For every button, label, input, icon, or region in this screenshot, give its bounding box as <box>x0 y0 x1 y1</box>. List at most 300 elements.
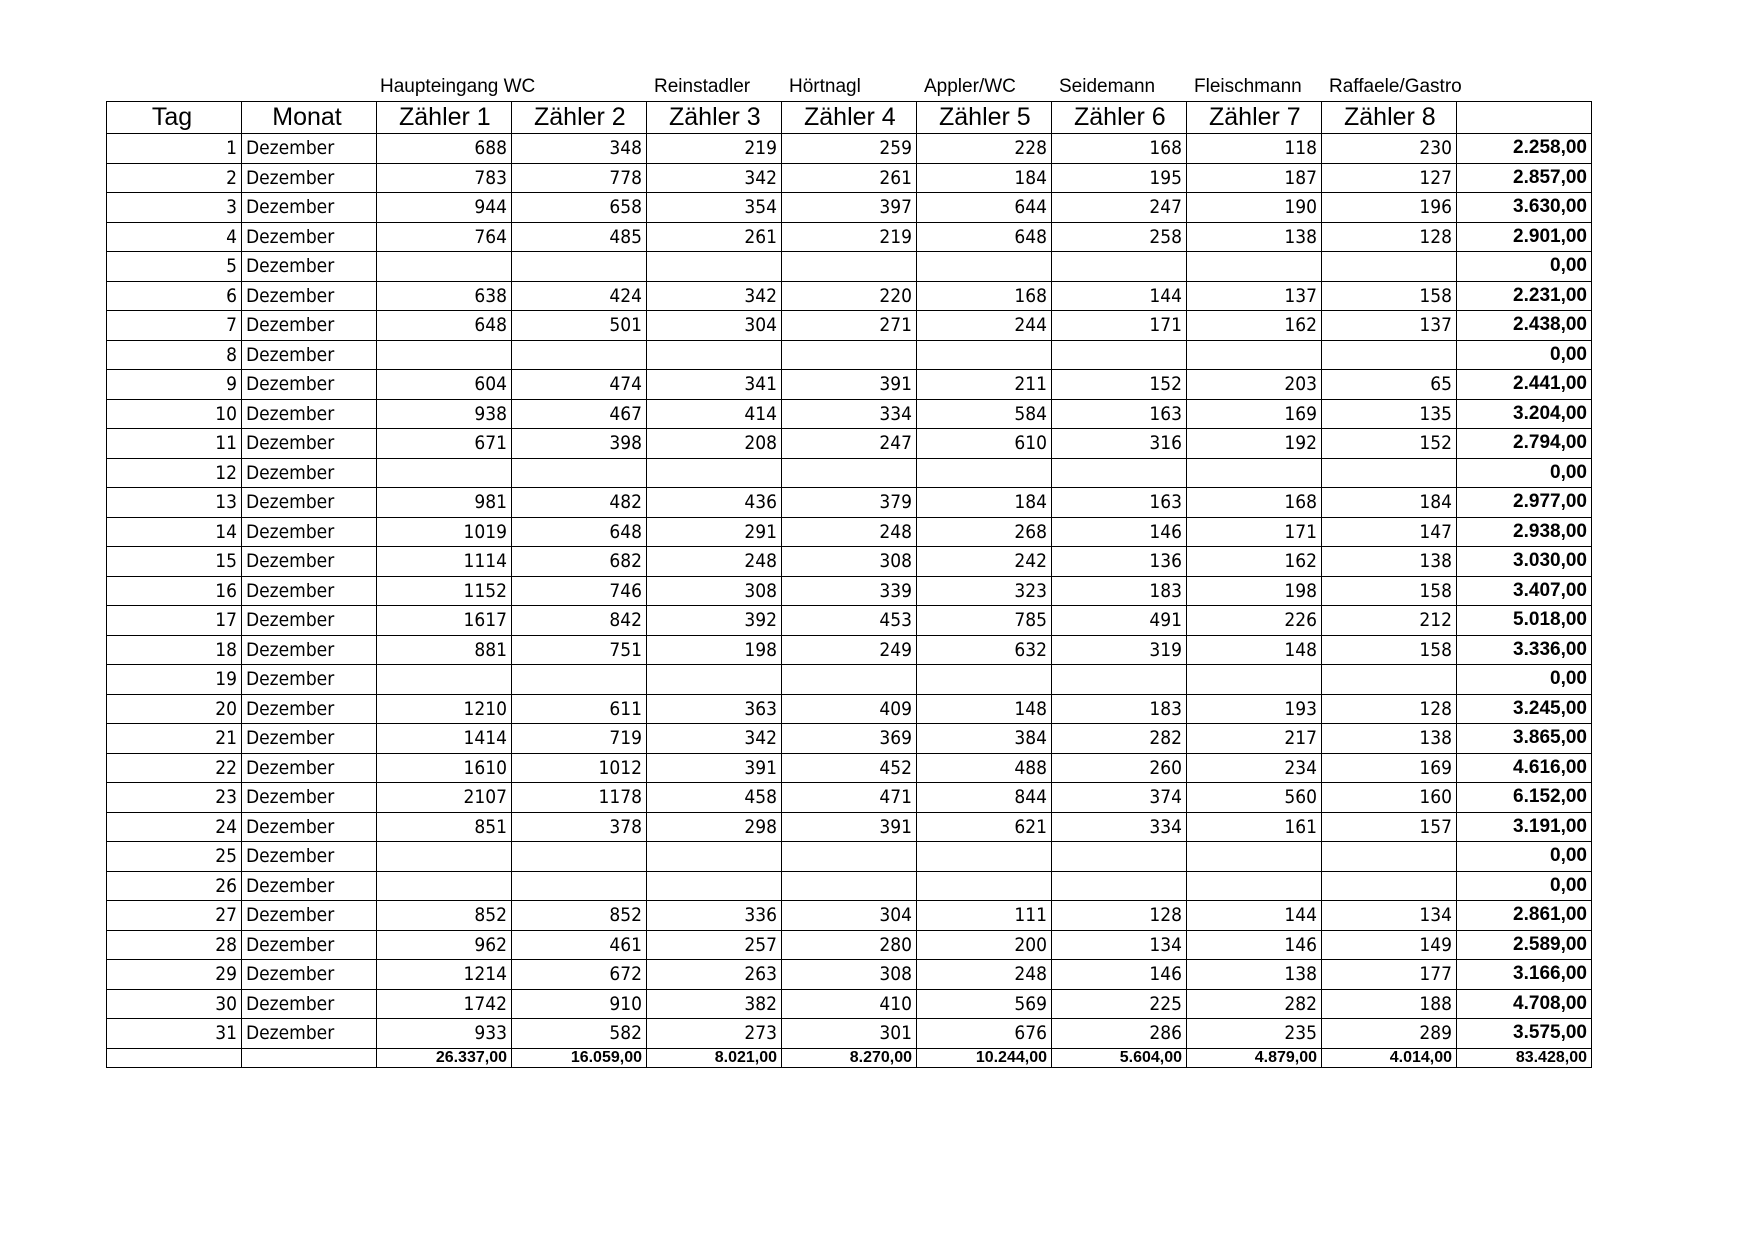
value-cell: 148 <box>917 694 1052 724</box>
value-cell: 1019 <box>377 517 512 547</box>
row-sum-cell: 2.438,00 <box>1457 311 1592 341</box>
value-cell: 225 <box>1052 989 1187 1019</box>
value-cell: 177 <box>1322 960 1457 990</box>
value-cell: 147 <box>1322 517 1457 547</box>
value-cell: 354 <box>647 193 782 223</box>
table-row <box>107 871 1592 901</box>
value-cell: 144 <box>1052 281 1187 311</box>
row-sum-cell: 4.616,00 <box>1457 753 1592 783</box>
month-cell: Dezember <box>242 193 377 223</box>
total-cell: 4.879,00 <box>1187 1048 1322 1067</box>
value-cell: 127 <box>1322 163 1457 193</box>
value-cell: 192 <box>1187 429 1322 459</box>
value-cell: 234 <box>1187 753 1322 783</box>
table-row <box>107 340 1592 370</box>
value-cell <box>782 842 917 872</box>
value-cell: 1210 <box>377 694 512 724</box>
value-cell: 676 <box>917 1019 1052 1049</box>
total-cell: 16.059,00 <box>512 1048 647 1067</box>
day-cell: 3 <box>107 193 242 223</box>
value-cell <box>647 665 782 695</box>
table-row <box>107 281 1592 311</box>
header-sum <box>1457 102 1592 134</box>
value-cell: 1742 <box>377 989 512 1019</box>
value-cell: 304 <box>647 311 782 341</box>
row-sum-cell: 2.441,00 <box>1457 370 1592 400</box>
month-cell: Dezember <box>242 901 377 931</box>
header-counter: Zähler 7 <box>1187 102 1322 134</box>
value-cell: 461 <box>512 930 647 960</box>
value-cell: 501 <box>512 311 647 341</box>
month-cell: Dezember <box>242 694 377 724</box>
value-cell: 301 <box>782 1019 917 1049</box>
value-cell: 981 <box>377 488 512 518</box>
value-cell: 316 <box>1052 429 1187 459</box>
header-counter: Zähler 4 <box>782 102 917 134</box>
value-cell: 844 <box>917 783 1052 813</box>
day-cell: 10 <box>107 399 242 429</box>
value-cell <box>1052 842 1187 872</box>
value-cell: 746 <box>512 576 647 606</box>
row-sum-cell: 3.575,00 <box>1457 1019 1592 1049</box>
day-cell: 6 <box>107 281 242 311</box>
value-cell: 410 <box>782 989 917 1019</box>
value-cell: 212 <box>1322 606 1457 636</box>
day-cell: 2 <box>107 163 242 193</box>
value-cell: 391 <box>782 812 917 842</box>
table-row <box>107 783 1592 813</box>
value-cell: 242 <box>917 547 1052 577</box>
row-sum-cell: 3.245,00 <box>1457 694 1592 724</box>
value-cell <box>512 458 647 488</box>
total-cell: 5.604,00 <box>1052 1048 1187 1067</box>
header-counter: Zähler 1 <box>377 102 512 134</box>
value-cell <box>917 871 1052 901</box>
value-cell: 363 <box>647 694 782 724</box>
total-cell: 10.244,00 <box>917 1048 1052 1067</box>
value-cell <box>917 458 1052 488</box>
value-cell: 144 <box>1187 901 1322 931</box>
value-cell: 584 <box>917 399 1052 429</box>
row-sum-cell: 3.336,00 <box>1457 635 1592 665</box>
month-cell: Dezember <box>242 635 377 665</box>
row-sum-cell: 0,00 <box>1457 665 1592 695</box>
value-cell <box>1052 871 1187 901</box>
value-cell: 257 <box>647 930 782 960</box>
row-sum-cell: 4.708,00 <box>1457 989 1592 1019</box>
total-cell: 4.014,00 <box>1322 1048 1457 1067</box>
value-cell: 369 <box>782 724 917 754</box>
month-cell: Dezember <box>242 871 377 901</box>
value-cell: 291 <box>647 517 782 547</box>
value-cell: 193 <box>1187 694 1322 724</box>
value-cell: 1617 <box>377 606 512 636</box>
value-cell: 648 <box>377 311 512 341</box>
value-cell: 187 <box>1187 163 1322 193</box>
value-cell: 138 <box>1187 222 1322 252</box>
month-cell: Dezember <box>242 370 377 400</box>
value-cell: 138 <box>1322 724 1457 754</box>
table-row <box>107 901 1592 931</box>
table-cell <box>242 1048 377 1067</box>
value-cell: 336 <box>647 901 782 931</box>
value-cell: 392 <box>647 606 782 636</box>
row-sum-cell: 2.857,00 <box>1457 163 1592 193</box>
value-cell <box>377 665 512 695</box>
value-cell: 158 <box>1322 576 1457 606</box>
row-sum-cell: 2.977,00 <box>1457 488 1592 518</box>
value-cell: 852 <box>512 901 647 931</box>
value-cell <box>917 252 1052 282</box>
table-row <box>107 311 1592 341</box>
value-cell: 137 <box>1322 311 1457 341</box>
value-cell: 219 <box>647 134 782 164</box>
value-cell: 286 <box>1052 1019 1187 1049</box>
value-cell: 962 <box>377 930 512 960</box>
value-cell: 183 <box>1052 694 1187 724</box>
day-cell: 9 <box>107 370 242 400</box>
value-cell <box>512 842 647 872</box>
day-cell: 15 <box>107 547 242 577</box>
value-cell: 319 <box>1052 635 1187 665</box>
value-cell <box>647 871 782 901</box>
value-cell <box>917 665 1052 695</box>
value-cell: 282 <box>1187 989 1322 1019</box>
month-cell: Dezember <box>242 429 377 459</box>
value-cell: 378 <box>512 812 647 842</box>
location-labels <box>106 74 1593 100</box>
grand-total-cell: 83.428,00 <box>1457 1048 1592 1067</box>
day-cell: 21 <box>107 724 242 754</box>
table-row <box>107 576 1592 606</box>
value-cell: 452 <box>782 753 917 783</box>
value-cell <box>782 458 917 488</box>
row-sum-cell: 5.018,00 <box>1457 606 1592 636</box>
value-cell: 188 <box>1322 989 1457 1019</box>
location-label: Appler/WC <box>924 76 1016 97</box>
value-cell: 414 <box>647 399 782 429</box>
value-cell <box>782 340 917 370</box>
value-cell: 933 <box>377 1019 512 1049</box>
value-cell: 138 <box>1187 960 1322 990</box>
table-body <box>107 134 1592 1049</box>
month-cell: Dezember <box>242 1019 377 1049</box>
month-cell: Dezember <box>242 399 377 429</box>
row-sum-cell: 3.204,00 <box>1457 399 1592 429</box>
value-cell <box>647 458 782 488</box>
row-sum-cell: 3.030,00 <box>1457 547 1592 577</box>
value-cell: 436 <box>647 488 782 518</box>
value-cell: 163 <box>1052 488 1187 518</box>
value-cell: 247 <box>1052 193 1187 223</box>
month-cell: Dezember <box>242 753 377 783</box>
month-cell: Dezember <box>242 281 377 311</box>
value-cell: 137 <box>1187 281 1322 311</box>
value-cell: 249 <box>782 635 917 665</box>
day-cell: 31 <box>107 1019 242 1049</box>
value-cell: 169 <box>1187 399 1322 429</box>
value-cell: 308 <box>782 547 917 577</box>
value-cell: 852 <box>377 901 512 931</box>
table-row <box>107 694 1592 724</box>
value-cell <box>1187 871 1322 901</box>
value-cell: 1114 <box>377 547 512 577</box>
month-cell: Dezember <box>242 517 377 547</box>
month-cell: Dezember <box>242 547 377 577</box>
total-cell: 8.021,00 <box>647 1048 782 1067</box>
day-cell: 13 <box>107 488 242 518</box>
value-cell <box>647 252 782 282</box>
day-cell: 5 <box>107 252 242 282</box>
table-row <box>107 930 1592 960</box>
value-cell: 161 <box>1187 812 1322 842</box>
value-cell: 158 <box>1322 281 1457 311</box>
day-cell: 27 <box>107 901 242 931</box>
table-row <box>107 252 1592 282</box>
value-cell <box>1322 665 1457 695</box>
value-cell <box>782 665 917 695</box>
value-cell: 638 <box>377 281 512 311</box>
value-cell: 149 <box>1322 930 1457 960</box>
value-cell: 160 <box>1322 783 1457 813</box>
table-row <box>107 1019 1592 1049</box>
total-cell: 8.270,00 <box>782 1048 917 1067</box>
value-cell: 168 <box>1187 488 1322 518</box>
row-sum-cell: 0,00 <box>1457 252 1592 282</box>
value-cell: 482 <box>512 488 647 518</box>
table-row <box>107 812 1592 842</box>
value-cell: 208 <box>647 429 782 459</box>
value-cell: 569 <box>917 989 1052 1019</box>
table-row <box>107 635 1592 665</box>
value-cell: 190 <box>1187 193 1322 223</box>
value-cell: 183 <box>1052 576 1187 606</box>
day-cell: 20 <box>107 694 242 724</box>
value-cell <box>647 842 782 872</box>
value-cell <box>1187 665 1322 695</box>
value-cell: 226 <box>1187 606 1322 636</box>
value-cell: 764 <box>377 222 512 252</box>
value-cell: 134 <box>1052 930 1187 960</box>
value-cell: 671 <box>377 429 512 459</box>
location-label: Haupteingang WC <box>380 76 536 97</box>
table-row <box>107 606 1592 636</box>
day-cell: 12 <box>107 458 242 488</box>
value-cell <box>1052 252 1187 282</box>
table-row <box>107 429 1592 459</box>
value-cell: 785 <box>917 606 1052 636</box>
value-cell: 658 <box>512 193 647 223</box>
row-sum-cell: 3.865,00 <box>1457 724 1592 754</box>
month-cell: Dezember <box>242 665 377 695</box>
header-counter: Zähler 3 <box>647 102 782 134</box>
row-sum-cell: 2.938,00 <box>1457 517 1592 547</box>
value-cell: 582 <box>512 1019 647 1049</box>
value-cell: 604 <box>377 370 512 400</box>
value-cell: 682 <box>512 547 647 577</box>
day-cell: 11 <box>107 429 242 459</box>
value-cell <box>782 252 917 282</box>
value-cell: 163 <box>1052 399 1187 429</box>
value-cell <box>1322 458 1457 488</box>
value-cell: 135 <box>1322 399 1457 429</box>
value-cell: 168 <box>917 281 1052 311</box>
value-cell: 134 <box>1322 901 1457 931</box>
value-cell: 778 <box>512 163 647 193</box>
value-cell: 409 <box>782 694 917 724</box>
value-cell: 648 <box>512 517 647 547</box>
value-cell: 382 <box>647 989 782 1019</box>
header-monat: Monat <box>242 102 377 134</box>
value-cell: 453 <box>782 606 917 636</box>
month-cell: Dezember <box>242 724 377 754</box>
value-cell: 111 <box>917 901 1052 931</box>
day-cell: 25 <box>107 842 242 872</box>
table-row <box>107 842 1592 872</box>
row-sum-cell: 2.589,00 <box>1457 930 1592 960</box>
value-cell: 261 <box>782 163 917 193</box>
header-row <box>107 102 1592 134</box>
value-cell: 323 <box>917 576 1052 606</box>
header-tag: Tag <box>107 102 242 134</box>
total-cell: 26.337,00 <box>377 1048 512 1067</box>
value-cell: 247 <box>782 429 917 459</box>
value-cell: 220 <box>782 281 917 311</box>
value-cell: 944 <box>377 193 512 223</box>
value-cell <box>1322 340 1457 370</box>
value-cell: 282 <box>1052 724 1187 754</box>
value-cell: 1152 <box>377 576 512 606</box>
day-cell: 16 <box>107 576 242 606</box>
value-cell: 379 <box>782 488 917 518</box>
value-cell: 621 <box>917 812 1052 842</box>
day-cell: 26 <box>107 871 242 901</box>
value-cell: 169 <box>1322 753 1457 783</box>
value-cell: 474 <box>512 370 647 400</box>
value-cell: 342 <box>647 724 782 754</box>
value-cell: 1610 <box>377 753 512 783</box>
value-cell: 146 <box>1052 960 1187 990</box>
value-cell: 644 <box>917 193 1052 223</box>
value-cell: 397 <box>782 193 917 223</box>
value-cell: 751 <box>512 635 647 665</box>
location-label: Hörtnagl <box>789 76 861 97</box>
value-cell: 195 <box>1052 163 1187 193</box>
value-cell: 491 <box>1052 606 1187 636</box>
value-cell <box>917 842 1052 872</box>
table-row <box>107 458 1592 488</box>
header-counter: Zähler 8 <box>1322 102 1457 134</box>
value-cell: 128 <box>1322 222 1457 252</box>
value-cell: 184 <box>917 163 1052 193</box>
location-label: Raffaele/Gastro <box>1329 76 1462 97</box>
value-cell: 273 <box>647 1019 782 1049</box>
row-sum-cell: 0,00 <box>1457 871 1592 901</box>
day-cell: 4 <box>107 222 242 252</box>
row-sum-cell: 0,00 <box>1457 842 1592 872</box>
value-cell: 851 <box>377 812 512 842</box>
table-row <box>107 753 1592 783</box>
month-cell: Dezember <box>242 842 377 872</box>
value-cell: 308 <box>647 576 782 606</box>
day-cell: 24 <box>107 812 242 842</box>
meter-table <box>106 101 1592 1068</box>
value-cell: 198 <box>1187 576 1322 606</box>
table-row <box>107 488 1592 518</box>
value-cell <box>377 842 512 872</box>
row-sum-cell: 3.191,00 <box>1457 812 1592 842</box>
value-cell: 304 <box>782 901 917 931</box>
month-cell: Dezember <box>242 576 377 606</box>
value-cell: 157 <box>1322 812 1457 842</box>
header-counter: Zähler 2 <box>512 102 647 134</box>
day-cell: 29 <box>107 960 242 990</box>
month-cell: Dezember <box>242 458 377 488</box>
value-cell: 136 <box>1052 547 1187 577</box>
value-cell <box>512 871 647 901</box>
value-cell: 348 <box>512 134 647 164</box>
value-cell: 118 <box>1187 134 1322 164</box>
row-sum-cell: 3.630,00 <box>1457 193 1592 223</box>
row-sum-cell: 3.166,00 <box>1457 960 1592 990</box>
value-cell: 424 <box>512 281 647 311</box>
value-cell: 128 <box>1322 694 1457 724</box>
month-cell: Dezember <box>242 989 377 1019</box>
value-cell: 200 <box>917 930 1052 960</box>
value-cell: 184 <box>1322 488 1457 518</box>
day-cell: 7 <box>107 311 242 341</box>
row-sum-cell: 6.152,00 <box>1457 783 1592 813</box>
table-row <box>107 193 1592 223</box>
value-cell: 228 <box>917 134 1052 164</box>
row-sum-cell: 2.901,00 <box>1457 222 1592 252</box>
row-sum-cell: 0,00 <box>1457 340 1592 370</box>
value-cell: 146 <box>1052 517 1187 547</box>
value-cell: 1214 <box>377 960 512 990</box>
month-cell: Dezember <box>242 340 377 370</box>
value-cell: 611 <box>512 694 647 724</box>
value-cell: 280 <box>782 930 917 960</box>
value-cell: 65 <box>1322 370 1457 400</box>
table-cell <box>107 1048 242 1067</box>
day-cell: 1 <box>107 134 242 164</box>
month-cell: Dezember <box>242 783 377 813</box>
value-cell: 881 <box>377 635 512 665</box>
value-cell: 260 <box>1052 753 1187 783</box>
value-cell: 138 <box>1322 547 1457 577</box>
value-cell <box>512 340 647 370</box>
value-cell: 171 <box>1052 311 1187 341</box>
table-row <box>107 163 1592 193</box>
value-cell: 2107 <box>377 783 512 813</box>
value-cell: 162 <box>1187 311 1322 341</box>
value-cell: 471 <box>782 783 917 813</box>
value-cell: 203 <box>1187 370 1322 400</box>
value-cell: 211 <box>917 370 1052 400</box>
value-cell <box>512 252 647 282</box>
day-cell: 28 <box>107 930 242 960</box>
value-cell: 1012 <box>512 753 647 783</box>
value-cell <box>1322 252 1457 282</box>
value-cell <box>1187 252 1322 282</box>
value-cell: 258 <box>1052 222 1187 252</box>
value-cell <box>377 252 512 282</box>
table-row <box>107 222 1592 252</box>
value-cell <box>377 458 512 488</box>
value-cell: 235 <box>1187 1019 1322 1049</box>
value-cell: 146 <box>1187 930 1322 960</box>
value-cell: 341 <box>647 370 782 400</box>
